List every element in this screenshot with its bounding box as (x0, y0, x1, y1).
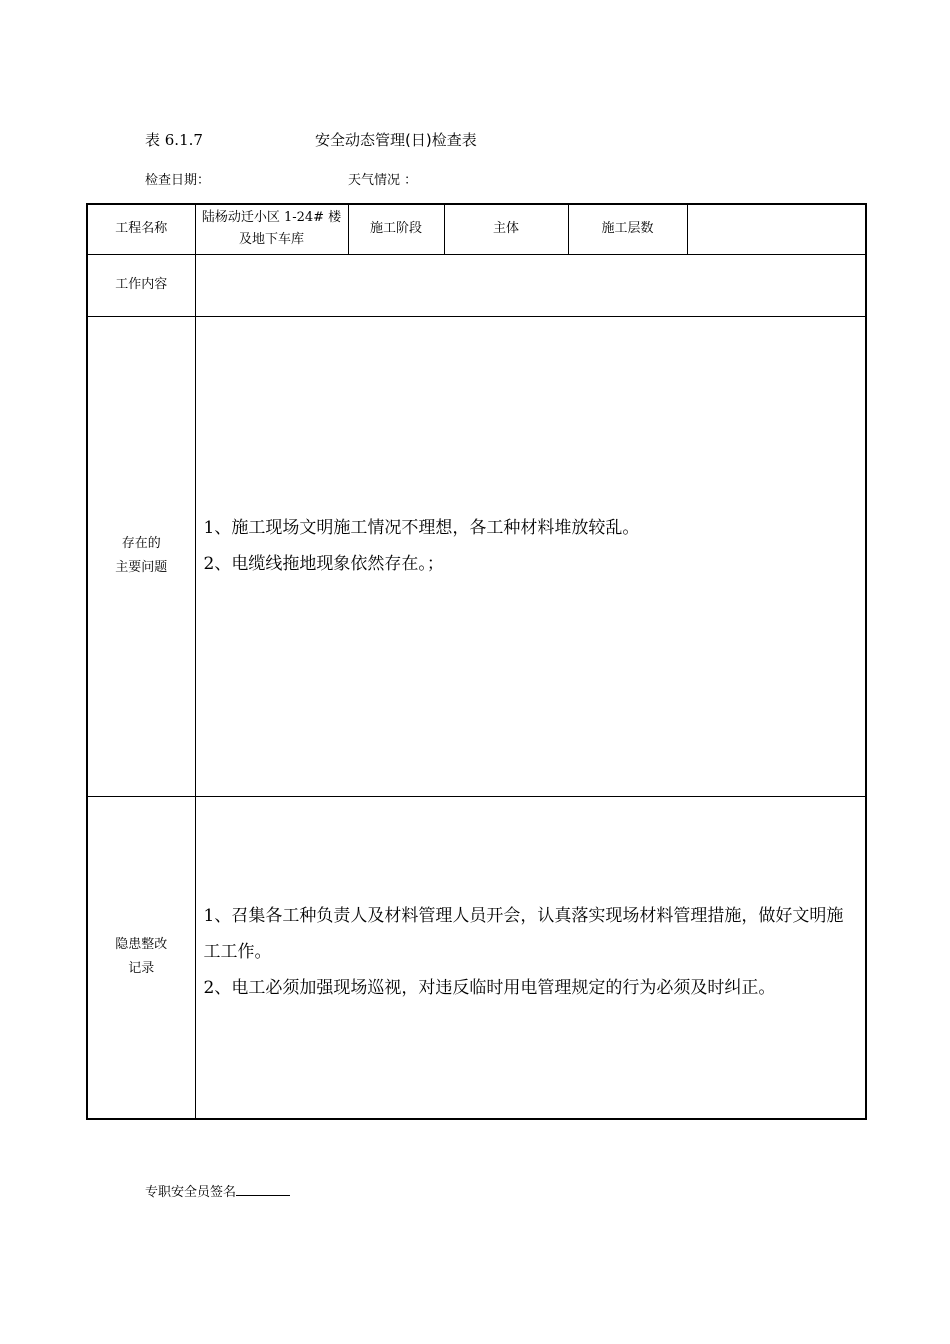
stage-value: 主体 (444, 204, 568, 254)
project-name-value: 陆杨动迁小区 1-24# 楼及地下车库 (195, 204, 348, 254)
meta-line (0, 170, 950, 192)
rectification-label-line2: 记录 (128, 961, 155, 977)
rectification-row (87, 796, 866, 1119)
stage-label: 施工阶段 (348, 204, 444, 254)
issues-label-line2: 主要问题 (115, 560, 168, 575)
work-content-row (87, 254, 866, 316)
work-content-value (195, 254, 866, 316)
title-line (0, 128, 950, 152)
issues-content (195, 316, 866, 796)
work-content-label: 工作内容 (87, 254, 195, 316)
project-name-label: 工程名称 (87, 204, 195, 254)
weather-label: 天气情况 ： (348, 173, 418, 188)
project-row (87, 204, 866, 254)
rectification-label (87, 796, 195, 1119)
rectification-item-1: 1、召集各工种负责人及材料管理人员开会，认真落实现场材料管理措施，做好文明施工工作。 (203, 906, 844, 963)
signature-line (145, 1180, 290, 1204)
floors-label: 施工层数 (568, 204, 687, 254)
inspection-table (86, 203, 867, 1120)
issue-item-1: 1、施工现场文明施工情况不理想，各工种材料堆放较乱。 (203, 518, 640, 538)
signature-label: 专职安全员签名 (145, 1185, 237, 1200)
form-number: 表 6.1.7 (145, 131, 203, 149)
rectification-content (195, 796, 866, 1119)
form-title: 安全动态管理(日)检查表 (315, 131, 477, 149)
inspection-date-label: 检查日期： (145, 173, 211, 188)
issues-label-line1: 存在的 (121, 536, 161, 551)
issue-item-2: 2、电缆线拖地现象依然存在。； (203, 554, 444, 574)
rectification-label-line1: 隐患整改 (115, 937, 168, 953)
signature-blank[interactable] (236, 1180, 290, 1196)
issues-row (87, 316, 866, 796)
rectification-item-2: 2、电工必须加强现场巡视，对违反临时用电管理规定的行为必须及时纠正。 (203, 978, 776, 999)
issues-label (87, 316, 195, 796)
floors-value (687, 204, 866, 254)
